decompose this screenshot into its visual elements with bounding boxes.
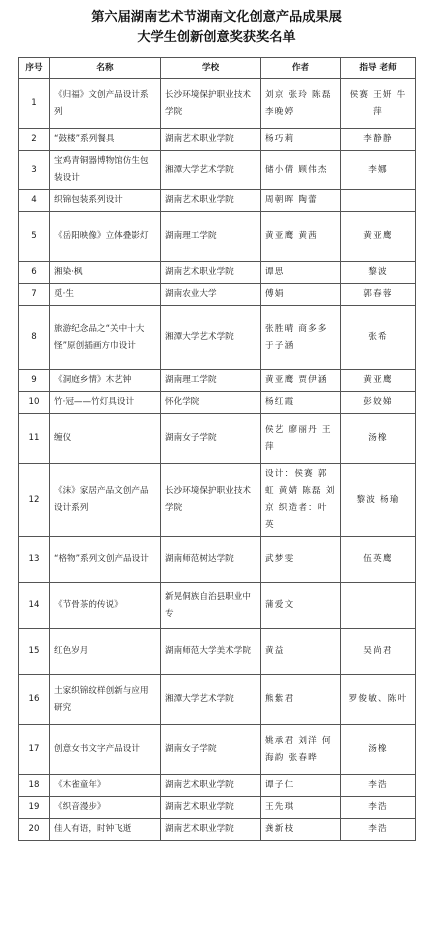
cell-authors: 张胜晴 商多多 于子涵 [261,306,341,370]
cell-number: 14 [19,583,50,629]
cell-work-title: 《洞庭乡情》木艺钟 [50,370,161,392]
cell-work-title: 《织音漫步》 [50,797,161,819]
cell-work-title: 湘染·枫 [50,262,161,284]
table-row [19,284,416,306]
cell-school: 湖南艺术职业学院 [161,262,261,284]
cell-advisors: 汤橡 [341,414,416,464]
cell-work-title: 《节骨茶的传说》 [50,583,161,629]
table-row [19,537,416,583]
cell-advisors: 彭姣娣 [341,392,416,414]
cell-school: 湘潭大学艺术学院 [161,675,261,725]
cell-authors: 姚承君 刘洋 何海韵 张春晔 [261,725,341,775]
cell-work-title: 缠仪 [50,414,161,464]
cell-school: 湖南农业大学 [161,284,261,306]
cell-work-title: 旅游纪念品之“关中十大怪”原创插画方巾设计 [50,306,161,370]
table-body [19,79,416,841]
cell-work-title: 佳人有语，时钟飞逝 [50,819,161,841]
cell-authors: 谭思 [261,262,341,284]
table-header-row [19,58,416,79]
cell-advisors: 李浩 [341,797,416,819]
cell-authors: 设计：侯赛 郭虹 黄婧 陈磊 刘京 织造者：叶英 [261,464,341,537]
table-row [19,370,416,392]
cell-school: 湖南师范大学美术学院 [161,629,261,675]
cell-number: 3 [19,151,50,190]
cell-number: 13 [19,537,50,583]
document-title: 第六届湖南艺术节湖南文化创意产品成果展 [91,10,342,25]
cell-school: 湖南艺术职业学院 [161,775,261,797]
cell-number: 8 [19,306,50,370]
cell-work-title: 竹·冠——竹灯具设计 [50,392,161,414]
cell-work-title: 觅·生 [50,284,161,306]
cell-number: 6 [19,262,50,284]
cell-number: 4 [19,190,50,212]
cell-authors: 刘京 张玲 陈磊 李晚婷 [261,79,341,129]
cell-school: 湖南艺术职业学院 [161,129,261,151]
cell-authors: 武梦雯 [261,537,341,583]
table-row [19,675,416,725]
table-row [19,190,416,212]
cell-school: 长沙环境保护职业技术学院 [161,464,261,537]
cell-number: 7 [19,284,50,306]
cell-advisors: 吴尚君 [341,629,416,675]
cell-advisors [341,190,416,212]
cell-authors: 蒲爱文 [261,583,341,629]
table-row [19,262,416,284]
cell-school: 湖南艺术职业学院 [161,819,261,841]
cell-advisors: 李静静 [341,129,416,151]
cell-authors: 杨巧莉 [261,129,341,151]
column-header-number: 序号 [19,58,50,79]
cell-advisors: 郭春蓉 [341,284,416,306]
table-row [19,414,416,464]
table-row [19,775,416,797]
table-row [19,797,416,819]
cell-authors: 杨红霞 [261,392,341,414]
cell-authors: 傅娟 [261,284,341,306]
cell-advisors: 黄亚鹰 [341,370,416,392]
document-subtitle: 大学生创新创意奖获奖名单 [137,29,296,45]
table-row [19,129,416,151]
cell-authors: 侯艺 廖丽丹 王萍 [261,414,341,464]
cell-number: 19 [19,797,50,819]
cell-number: 20 [19,819,50,841]
cell-school: 湘潭大学艺术学院 [161,151,261,190]
cell-advisors: 李娜 [341,151,416,190]
cell-number: 9 [19,370,50,392]
cell-number: 17 [19,725,50,775]
cell-school: 湖南理工学院 [161,212,261,262]
cell-school: 湖南理工学院 [161,370,261,392]
cell-number: 12 [19,464,50,537]
column-header-work: 名称 [50,58,161,79]
cell-work-title: 红色岁月 [50,629,161,675]
table-row [19,306,416,370]
cell-work-title: “鼓楼”系列餐具 [50,129,161,151]
table-row [19,79,416,129]
cell-school: 湖南师范树达学院 [161,537,261,583]
cell-number: 15 [19,629,50,675]
cell-advisors [341,583,416,629]
table-row [19,464,416,537]
cell-work-title: 《归福》文创产品设计系列 [50,79,161,129]
table-row [19,583,416,629]
cell-number: 18 [19,775,50,797]
cell-authors: 黄益 [261,629,341,675]
cell-authors: 黄亚鹰 贾伊涵 [261,370,341,392]
column-header-school: 学校 [161,58,261,79]
cell-school: 湖南女子学院 [161,725,261,775]
cell-advisors: 李浩 [341,819,416,841]
table-row [19,629,416,675]
cell-advisors: 侯赛 王妍 牛萍 [341,79,416,129]
cell-work-title: 土家织锦纹样创新与应用研究 [50,675,161,725]
cell-number: 10 [19,392,50,414]
cell-advisors: 张希 [341,306,416,370]
cell-number: 16 [19,675,50,725]
cell-advisors: 黄亚鹰 [341,212,416,262]
cell-advisors: 罗俊敏、陈叶 [341,675,416,725]
cell-school: 长沙环境保护职业技术学院 [161,79,261,129]
table-row [19,212,416,262]
cell-authors: 王先琪 [261,797,341,819]
cell-number: 1 [19,79,50,129]
cell-authors: 黄亚鹰 黄茜 [261,212,341,262]
cell-school: 怀化学院 [161,392,261,414]
award-table [18,57,416,841]
table-row [19,392,416,414]
cell-advisors: 黎波 杨瑜 [341,464,416,537]
cell-school: 新晃侗族自治县职业中专 [161,583,261,629]
cell-school: 湖南艺术职业学院 [161,190,261,212]
table-row [19,819,416,841]
cell-work-title: 宝鸡青铜器博物馆仿生包装设计 [50,151,161,190]
cell-work-title: 创意女书文字产品设计 [50,725,161,775]
cell-number: 11 [19,414,50,464]
column-header-advisors: 指导 老师 [341,58,416,79]
cell-authors: 周朝晖 陶蕾 [261,190,341,212]
cell-authors: 储小倩 顾伟杰 [261,151,341,190]
cell-authors: 龚新枝 [261,819,341,841]
cell-advisors: 汤橡 [341,725,416,775]
cell-work-title: 《岳阳映像》立体叠影灯 [50,212,161,262]
cell-work-title: 织锦包装系列设计 [50,190,161,212]
cell-advisors: 伍英鹰 [341,537,416,583]
cell-school: 湖南艺术职业学院 [161,797,261,819]
cell-authors: 谭子仁 [261,775,341,797]
cell-number: 2 [19,129,50,151]
cell-number: 5 [19,212,50,262]
table-row [19,725,416,775]
cell-advisors: 黎波 [341,262,416,284]
table-row [19,151,416,190]
cell-advisors: 李浩 [341,775,416,797]
column-header-authors: 作者 [261,58,341,79]
cell-work-title: 《沫》家居产品文创产品设计系列 [50,464,161,537]
cell-authors: 熊紫君 [261,675,341,725]
cell-school: 湖南女子学院 [161,414,261,464]
cell-work-title: 《木雀童年》 [50,775,161,797]
cell-work-title: “格物”系列文创产品设计 [50,537,161,583]
cell-school: 湘潭大学艺术学院 [161,306,261,370]
